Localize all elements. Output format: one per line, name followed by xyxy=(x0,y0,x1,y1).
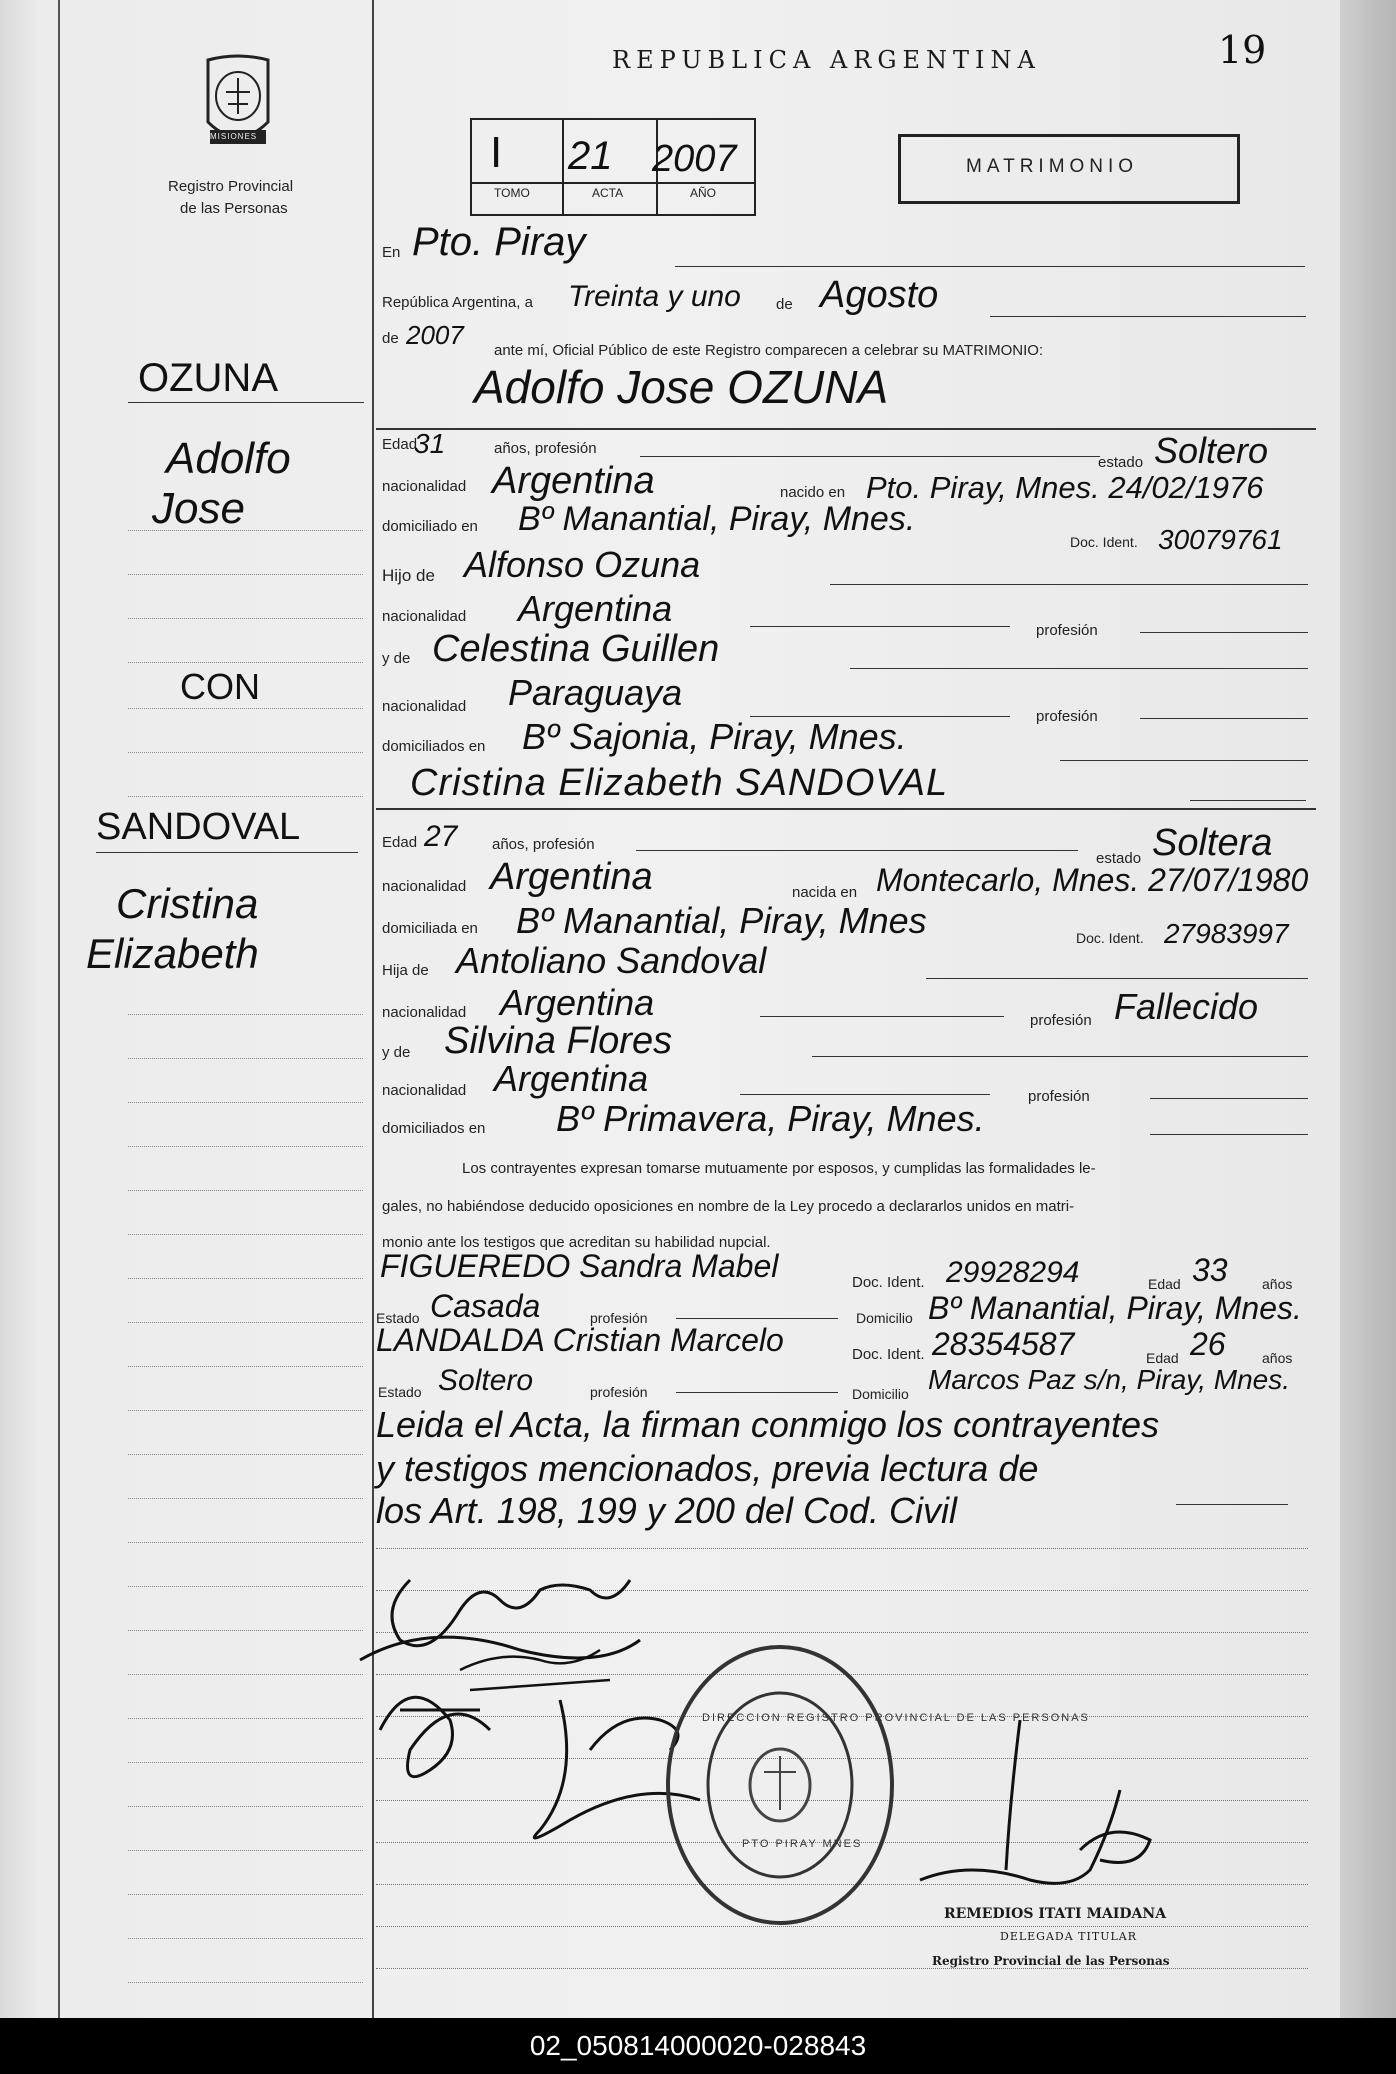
country-heading: REPUBLICA ARGENTINA xyxy=(612,46,1041,74)
groom-full-name: Adolfo Jose OZUNA xyxy=(474,361,889,413)
page-edge-shadow xyxy=(1340,0,1396,2018)
groom-anos-prof-label: años, profesión xyxy=(494,440,597,457)
legal-line1: Los contrayentes expresan tomarse mutuamente por esposos, y cumplidas las formalidades le- xyxy=(462,1160,1096,1177)
bride-mother-prof-label: profesión xyxy=(1028,1088,1090,1105)
bride-birthplace: Montecarlo, Mnes. 27/07/1980 xyxy=(876,862,1309,898)
margin-bride-surname: SANDOVAL xyxy=(96,806,301,848)
margin-bride-name1: Cristina xyxy=(116,880,259,927)
bride-mother-nac: Argentina xyxy=(494,1058,649,1099)
month-value: Agosto xyxy=(820,274,939,316)
year-value: 2007 xyxy=(406,320,464,350)
groom-father-prof-label: profesión xyxy=(1036,622,1098,639)
groom-mother: Celestina Guillen xyxy=(432,628,720,670)
stamp-ring-text: DIRECCION REGISTRO PROVINCIAL DE LAS PERSONAS xyxy=(702,1712,1090,1724)
witness1-domicilio: Bº Manantial, Piray, Mnes. xyxy=(928,1290,1302,1326)
groom-father-nac: Argentina xyxy=(518,588,673,629)
witness2-estado-label: Estado xyxy=(378,1384,422,1400)
groom-parents-dom: Bº Sajonia, Piray, Mnes. xyxy=(522,716,907,757)
ano-label: AÑO xyxy=(690,186,717,200)
acta-value: 21 xyxy=(568,134,613,178)
witness2-dom-label: Domicilio xyxy=(852,1386,909,1402)
groom-mother-nac: Paraguaya xyxy=(508,672,683,713)
witness2-doc: 28354587 xyxy=(932,1326,1075,1362)
place-value: Pto. Piray xyxy=(412,220,586,264)
margin-groom-name1: Adolfo xyxy=(166,434,291,483)
seal-caption: MISIONES xyxy=(210,132,258,141)
witness1-estado: Casada xyxy=(430,1288,541,1324)
witness1-doc: 29928294 xyxy=(946,1256,1080,1289)
en-label: En xyxy=(382,244,401,261)
groom-nac-label: nacionalidad xyxy=(382,478,467,495)
bride-parents-dom-label: domiciliados en xyxy=(382,1120,486,1137)
bride-age: 27 xyxy=(424,820,458,853)
bride-father-prof-label: profesión xyxy=(1030,1012,1092,1029)
witness2-estado: Soltero xyxy=(438,1364,534,1397)
groom-domicilio: Bº Manantial, Piray, Mnes. xyxy=(518,500,916,538)
registry-name-line2: de las Personas xyxy=(180,200,288,217)
day-value: Treinta y uno xyxy=(568,280,741,313)
acta-label: ACTA xyxy=(592,186,624,200)
ano-value: 2007 xyxy=(652,138,737,180)
witness1-age: 33 xyxy=(1192,1252,1228,1288)
groom-age: 31 xyxy=(414,428,446,459)
document-type: MATRIMONIO xyxy=(966,156,1139,177)
tomo-label: TOMO xyxy=(494,186,530,200)
bride-father-nac-label: nacionalidad xyxy=(382,1004,467,1021)
bride-edad-label: Edad xyxy=(382,834,418,851)
page-number: 19 xyxy=(1218,28,1267,72)
witness1-name: FIGUEREDO Sandra Mabel xyxy=(380,1248,779,1284)
witness2-edad-label: Edad xyxy=(1146,1350,1179,1366)
bride-nacionalidad: Argentina xyxy=(490,856,653,898)
bride-full-name: Cristina Elizabeth SANDOVAL xyxy=(410,762,949,804)
groom-edad-label: Edad xyxy=(382,436,418,453)
republica-label: República Argentina, a xyxy=(382,294,533,311)
bride-anos-prof-label: años, profesión xyxy=(492,836,595,853)
legal-line3: monio ante los testigos que acreditan su habilidad nupcial. xyxy=(382,1234,771,1251)
bride-parents-dom: Bº Primavera, Piray, Mnes. xyxy=(556,1098,985,1139)
bride-yde-label: y de xyxy=(382,1044,411,1061)
groom-mother-nac-label: nacionalidad xyxy=(382,698,467,715)
witness2-name: LANDALDA Cristian Marcelo xyxy=(376,1322,784,1358)
groom-yde-label: y de xyxy=(382,650,411,667)
officer-signature xyxy=(910,1710,1170,1900)
groom-estado: Soltero xyxy=(1154,430,1269,471)
bride-father-prof: Fallecido xyxy=(1114,986,1259,1027)
bride-doc-label: Doc. Ident. xyxy=(1076,930,1144,946)
legal-line2: gales, no habiéndose deducido oposiciones en nombre de la Ley procedo a declararlos unidos en matri- xyxy=(382,1198,1075,1215)
bride-nac-label: nacionalidad xyxy=(382,878,467,895)
official-stamp xyxy=(660,1640,900,1930)
closing-line2: y testigos mencionados, previa lectura de xyxy=(376,1448,1039,1489)
tomo-value: I xyxy=(490,128,503,177)
officer-name: REMEDIOS ITATI MAIDANA xyxy=(944,1906,1167,1922)
officer-registry: Registro Provincial de las Personas xyxy=(932,1954,1170,1968)
closing-line1: Leida el Acta, la firman conmigo los contrayentes xyxy=(376,1404,1160,1445)
witness1-prof-label: profesión xyxy=(590,1310,648,1326)
bride-father: Antoliano Sandoval xyxy=(456,940,767,981)
groom-nacido-label: nacido en xyxy=(780,484,846,501)
footer-id: 02_050814000020-028843 xyxy=(529,2030,867,2061)
officer-title: DELEGADA TITULAR xyxy=(1000,1930,1137,1943)
margin-connector: CON xyxy=(180,666,260,707)
groom-father-nac-label: nacionalidad xyxy=(382,608,467,625)
witness1-anos-label: años xyxy=(1262,1276,1293,1292)
witness1-edad-label: Edad xyxy=(1148,1276,1181,1292)
left-binding-line xyxy=(58,0,60,2018)
de2-label: de xyxy=(382,330,399,347)
bride-father-nac: Argentina xyxy=(500,982,655,1023)
footer-bar xyxy=(0,2018,1396,2074)
bride-mother: Silvina Flores xyxy=(444,1020,673,1062)
groom-parents-dom-label: domiciliados en xyxy=(382,738,486,755)
stamp-inner-text: PTO PIRAY MNES xyxy=(742,1838,863,1850)
groom-estado-label: estado xyxy=(1098,454,1144,471)
groom-birthplace: Pto. Piray, Mnes. 24/02/1976 xyxy=(866,470,1264,505)
groom-hijo-label: Hijo de xyxy=(382,566,435,585)
witness2-anos-label: años xyxy=(1262,1350,1293,1366)
bride-estado-label: estado xyxy=(1096,850,1142,867)
groom-doc-label: Doc. Ident. xyxy=(1070,534,1138,550)
groom-doc: 30079761 xyxy=(1158,524,1283,555)
margin-groom-name2: Jose xyxy=(152,484,245,533)
registry-name-line1: Registro Provincial xyxy=(168,178,294,195)
witness1-estado-label: Estado xyxy=(376,1310,420,1326)
bride-dom-label: domiciliada en xyxy=(382,920,478,937)
closing-line3: los Art. 198, 199 y 200 del Cod. Civil xyxy=(376,1490,957,1531)
groom-nacionalidad: Argentina xyxy=(492,460,655,502)
witness1-dom-label: Domicilio xyxy=(856,1310,913,1326)
witness2-prof-label: profesión xyxy=(590,1384,648,1400)
intro-statement: ante mí, Oficial Público de este Registro comparecen a celebrar su MATRIMONIO: xyxy=(494,342,1044,359)
bride-estado: Soltera xyxy=(1152,822,1273,864)
bride-mother-nac-label: nacionalidad xyxy=(382,1082,467,1099)
groom-father: Alfonso Ozuna xyxy=(464,544,701,585)
bride-hija-label: Hija de xyxy=(382,962,429,979)
witness2-domicilio: Marcos Paz s/n, Piray, Mnes. xyxy=(928,1364,1291,1395)
de-label: de xyxy=(776,296,793,313)
groom-mother-prof-label: profesión xyxy=(1036,708,1098,725)
bride-nacida-label: nacida en xyxy=(792,884,858,901)
margin-bride-name2: Elizabeth xyxy=(86,930,259,977)
bride-doc: 27983997 xyxy=(1164,918,1289,949)
margin-groom-surname: OZUNA xyxy=(138,356,278,400)
witness1-doc-label: Doc. Ident. xyxy=(852,1274,925,1291)
witness2-doc-label: Doc. Ident. xyxy=(852,1346,925,1363)
bride-domicilio: Bº Manantial, Piray, Mnes xyxy=(516,900,927,941)
groom-dom-label: domiciliado en xyxy=(382,518,478,535)
witness2-age: 26 xyxy=(1190,1326,1226,1362)
